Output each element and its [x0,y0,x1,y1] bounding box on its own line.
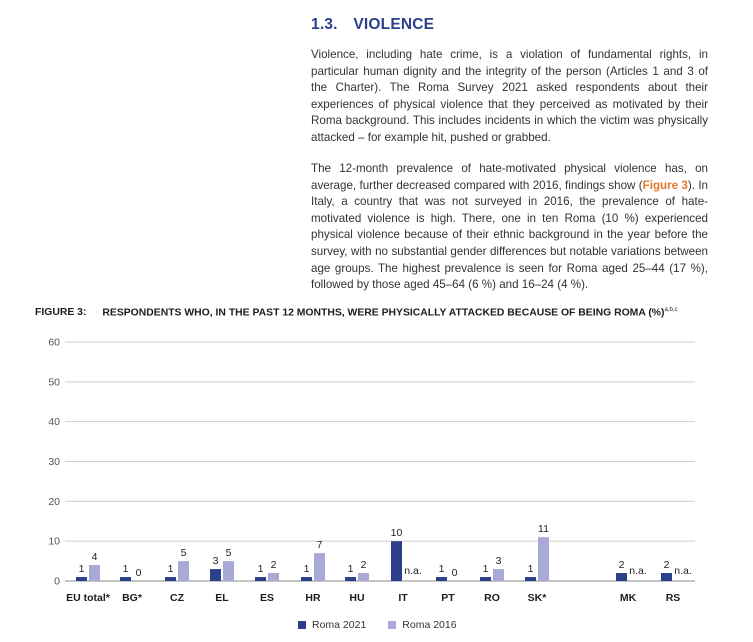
x-tick-label: CZ [170,592,184,604]
x-tick-label: MK [619,592,637,604]
legend-item-roma-2021 [298,619,366,631]
y-tick-label: 50 [48,376,60,389]
data-label-roma-2016: 0 [451,567,458,579]
y-tick-label: 20 [48,495,60,508]
data-label-roma-2021: 1 [303,563,310,576]
x-tick-label: ES [259,592,275,604]
bar-roma-2016 [268,573,279,581]
x-tick-label: RS [665,592,681,604]
bar-roma-2021 [210,569,221,581]
data-label-roma-2016: 11 [538,523,549,536]
bar-roma-2016 [314,553,325,581]
x-tick-label: SK* [527,592,547,604]
bar-roma-2016 [178,561,189,581]
data-label-roma-2021: 2 [663,559,670,572]
bar-roma-2021 [661,573,672,581]
data-label-roma-2021: 1 [257,563,264,576]
y-tick-label: 10 [48,535,60,548]
y-tick-label: 30 [48,456,60,468]
data-label-roma-2021: 2 [618,559,625,572]
paragraph-intro: Violence, including hate crime, is a violation of fundamental rights, in particular human dignity and the integrity of the person (Articles 1 and 3 of the Charter). The Roma Survey 2021 asked respondents about their experiences of physical violence that they perceived as motivated by their Roma background. This includes incidents in which the victim was physically attacked – for example hit, pushed or grabbed. [311,48,708,144]
x-tick-label: BG* [122,592,142,604]
y-tick-label: 0 [54,575,60,588]
y-tick-label: 60 [48,336,60,349]
legend-swatch-roma-2016 [388,621,396,629]
bar-roma-2021 [345,577,356,581]
paragraph-findings-text-1: The 12-month prevalence of hate-motivated physical violence has, on average, further decreased compared with 2016, findings show ( [311,162,708,192]
bar-roma-2016 [223,561,234,581]
y-tick-label: 40 [48,416,60,429]
data-label-roma-2021: 3 [212,555,219,568]
data-label-roma-2021: 1 [438,563,445,576]
data-label-roma-2016: 5 [225,547,232,560]
section-title: 1.3. VIOLENCE [311,16,435,33]
bar-roma-2021 [436,577,447,581]
data-label-roma-2016: n.a. [629,565,647,577]
data-label-roma-2021: 1 [347,563,354,576]
chart-labels [48,337,691,605]
bar-roma-2021 [391,541,402,581]
data-label-roma-2016: 0 [135,567,142,579]
data-label-roma-2021: 1 [482,563,489,576]
bar-roma-2016 [89,565,100,581]
x-tick-label: EU total* [66,592,110,604]
data-label-roma-2021: 1 [527,563,534,576]
data-label-roma-2021: 1 [167,563,174,576]
x-tick-label: PT [441,592,455,604]
legend-item-roma-2016 [388,619,456,631]
x-tick-label: EL [215,592,229,604]
bar-roma-2021 [165,577,176,581]
data-label-roma-2016: 3 [495,555,502,568]
chart-bars [76,537,672,581]
bar-roma-2021 [255,577,266,581]
data-label-roma-2016: 2 [270,559,277,572]
legend-label-roma-2021: Roma 2021 [312,619,367,631]
chart-grid [65,342,695,581]
figure-superscript: a,b,c [664,307,678,313]
data-label-roma-2021: 10 [390,527,403,540]
bar-roma-2021 [480,577,491,581]
paragraph-findings-text-2: ). In Italy, a country that was not surveyed in 2016, the prevalence of hate-motivated violence is high. There, one in ten Roma (10 %) experienced physical violence because of their ethnic background in the year before the survey, with no substantial gender differences but notable variations between age groups. The highest prevalence is seen for Roma aged 25–44 (17 %), followed by those aged 45–64 (6 %) and 16–24 (4 %). [311,178,708,292]
data-label-roma-2016: n.a. [404,565,422,577]
data-label-roma-2016: 7 [316,539,323,552]
data-label-roma-2016: 4 [91,551,98,564]
data-label-roma-2016: 2 [360,559,367,572]
x-tick-label: IT [398,592,408,604]
bar-roma-2021 [525,577,536,581]
figure-reference-link[interactable]: Figure 3 [642,178,688,192]
data-label-roma-2016: n.a. [674,565,692,577]
bar-roma-2021 [120,577,131,581]
legend-label-roma-2016: Roma 2016 [402,619,457,631]
x-tick-label: HU [349,592,365,604]
bar-roma-2016 [493,569,504,581]
data-label-roma-2016: 5 [180,547,187,560]
data-label-roma-2021: 1 [122,563,129,576]
bar-roma-2016 [358,573,369,581]
bar-roma-2016 [538,537,549,581]
x-tick-label: HR [305,592,321,604]
figure-label: FIGURE 3: [35,307,87,319]
bar-roma-2021 [301,577,312,581]
legend-swatch-roma-2021 [298,621,306,629]
bar-roma-2021 [76,577,87,581]
x-tick-label: RO [484,592,500,604]
chart-legend [298,619,457,631]
data-label-roma-2021: 1 [78,563,85,576]
figure-title: RESPONDENTS WHO, IN THE PAST 12 MONTHS, WERE PHYSICALLY ATTACKED BECAUSE OF BEING ROMA (%) [102,307,665,319]
bar-roma-2021 [616,573,627,581]
